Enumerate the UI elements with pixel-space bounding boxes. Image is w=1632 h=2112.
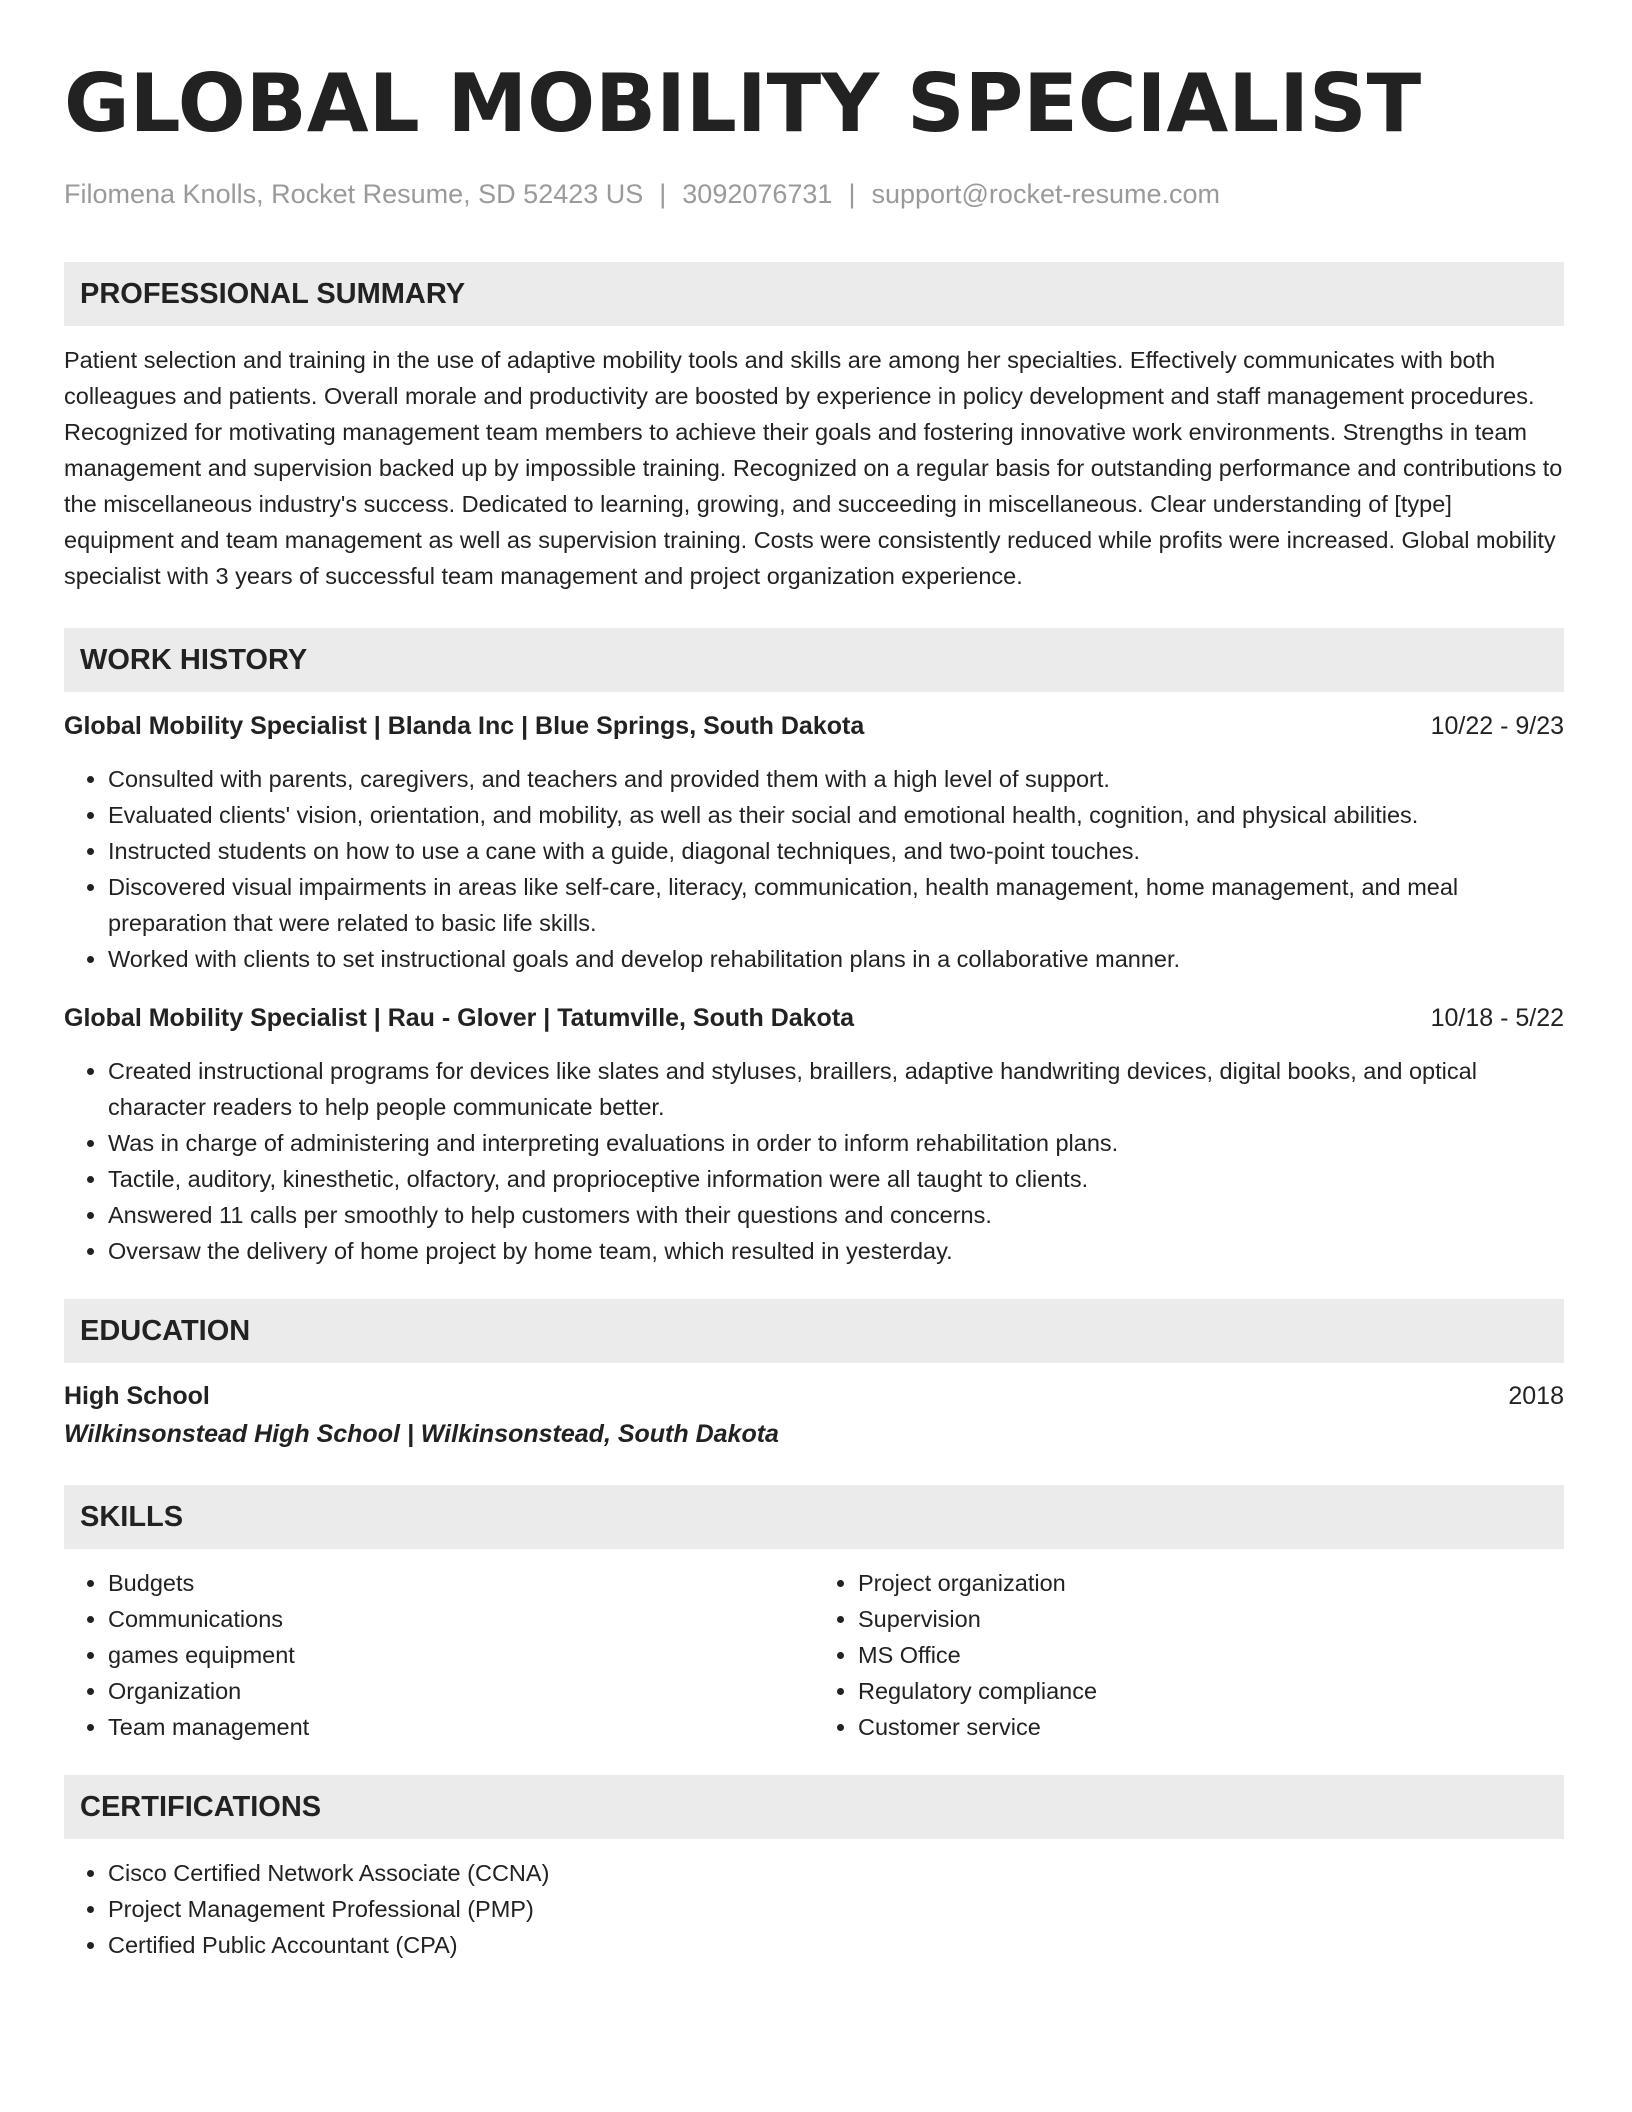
job-bullet: • Instructed students on how to use a cane with a guide, diagonal techniques, and two-point touches. <box>108 833 1564 869</box>
job-header <box>64 1001 1564 1035</box>
certification-item: • Project Management Professional (PMP) <box>108 1891 1564 1927</box>
section-header-work-history: WORK HISTORY <box>64 628 1564 692</box>
education-year: 2018 <box>1508 1382 1564 1410</box>
job-dates: 10/22 - 9/23 <box>1430 712 1564 740</box>
contact-email: support@rocket-resume.com <box>871 179 1220 209</box>
contact-address: Filomena Knolls, Rocket Resume, SD 52423 US <box>64 179 644 209</box>
job-bullets <box>64 761 1564 977</box>
section-header-summary: PROFESSIONAL SUMMARY <box>64 262 1564 326</box>
contact-separator: | <box>848 179 856 209</box>
job-bullet: • Worked with clients to set instructional goals and develop rehabilitation plans in a collaborative manner. <box>108 941 1564 977</box>
job-bullet: • Consulted with parents, caregivers, and teachers and provided them with a high level of support. <box>108 761 1564 797</box>
job-header <box>64 709 1564 743</box>
skill-item: • Communications <box>108 1601 814 1637</box>
skill-item: • games equipment <box>108 1637 814 1673</box>
job-bullet: • Was in charge of administering and interpreting evaluations in order to inform rehabilitation plans. <box>108 1125 1564 1161</box>
job-bullets <box>64 1053 1564 1269</box>
skill-item: • Team management <box>108 1709 814 1745</box>
skill-item: • Regulatory compliance <box>858 1673 1564 1709</box>
section-header-education: EDUCATION <box>64 1299 1564 1363</box>
job-entry <box>64 709 1564 977</box>
resume-name: GLOBAL MOBILITY SPECIALIST <box>64 57 1422 150</box>
certification-item: • Certified Public Accountant (CPA) <box>108 1927 1564 1963</box>
skill-item: • MS Office <box>858 1637 1564 1673</box>
skills-grid <box>64 1565 1564 1745</box>
skills-list-right <box>814 1565 1564 1745</box>
education-entry <box>64 1379 1564 1453</box>
education-school: Wilkinsonstead High School | Wilkinsonstead, South Dakota <box>64 1420 779 1448</box>
job-entry <box>64 1001 1564 1269</box>
job-heading: Global Mobility Specialist | Rau - Glover | Tatumville, South Dakota <box>64 1004 855 1032</box>
certifications-list <box>64 1855 1564 1963</box>
skill-item: • Supervision <box>858 1601 1564 1637</box>
job-bullet: • Discovered visual impairments in areas like self-care, literacy, communication, health management, home management, and meal preparation that were related to basic life skills. <box>108 869 1564 941</box>
job-bullet: • Oversaw the delivery of home project by home team, which resulted in yesterday. <box>108 1233 1564 1269</box>
summary-text: Patient selection and training in the use of adaptive mobility tools and skills are among her specialties. Effectively communicates with both colleagues and patients. Overall morale and productivity are boosted by experience in policy development and staff management procedures. Recognized for motivating management team members to achieve their goals and fostering innovative work environments. Strengths in team management and supervision backed up by impossible training. Recognized on a regular basis for outstanding performance and contributions to the miscellaneous industry's success. Dedicated to learning, growing, and succeeding in miscellaneous. Clear understanding of [type] equipment and team management as well as supervision training. Costs were consistently reduced while profits were increased. Global mobility specialist with 3 years of successful team management and project organization experience. <box>64 347 1563 589</box>
education-degree: High School <box>64 1382 210 1410</box>
skill-item: • Customer service <box>858 1709 1564 1745</box>
section-header-skills: SKILLS <box>64 1485 1564 1549</box>
resume-content <box>64 54 1564 1963</box>
job-dates: 10/18 - 5/22 <box>1430 1004 1564 1032</box>
contact-phone: 3092076731 <box>682 179 833 209</box>
section-header-certifications: CERTIFICATIONS <box>64 1775 1564 1839</box>
certification-item: • Cisco Certified Network Associate (CCNA) <box>108 1855 1564 1891</box>
job-bullet: • Answered 11 calls per smoothly to help customers with their questions and concerns. <box>108 1197 1564 1233</box>
job-bullet: • Evaluated clients' vision, orientation, and mobility, as well as their social and emotional health, cognition, and physical abilities. <box>108 797 1564 833</box>
contact-line <box>64 176 1564 212</box>
job-bullet: • Tactile, auditory, kinesthetic, olfactory, and proprioceptive information were all taught to clients. <box>108 1161 1564 1197</box>
education-header <box>64 1379 1564 1413</box>
job-heading: Global Mobility Specialist | Blanda Inc | Blue Springs, South Dakota <box>64 712 865 740</box>
skill-item: • Organization <box>108 1673 814 1709</box>
skill-item: • Project organization <box>858 1565 1564 1601</box>
skills-list-left <box>64 1565 814 1745</box>
contact-separator: | <box>659 179 667 209</box>
job-bullet: • Created instructional programs for devices like slates and styluses, braillers, adaptive handwriting devices, digital books, and optical character readers to help people communicate better. <box>108 1053 1564 1125</box>
skill-item: • Budgets <box>108 1565 814 1601</box>
